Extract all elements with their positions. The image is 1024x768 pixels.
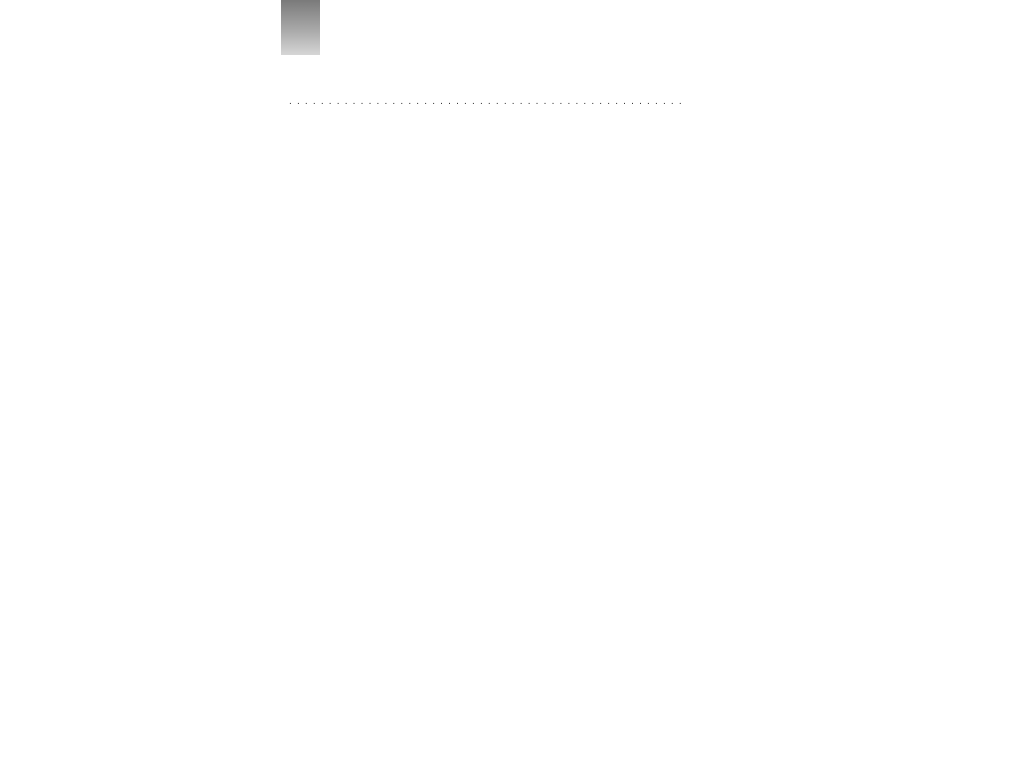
- page-corner-tab: [281, 0, 320, 55]
- chapter-heading[interactable]: [281, 96, 711, 107]
- leader-dots: [289, 96, 683, 107]
- toc-page: [281, 72, 711, 117]
